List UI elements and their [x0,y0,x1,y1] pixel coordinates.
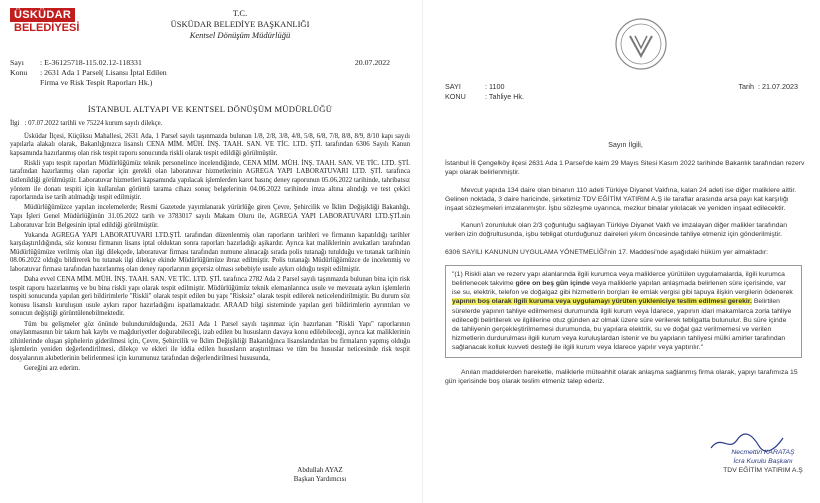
logo-line-2: BELEDİYESİ [14,22,80,34]
tuvasas-logo [613,16,669,72]
left-paragraph-3: Müdürlüğümüzce yapılan incelemelerde; Resmi Gazetede yayımlanarak yürürlüğe giren Çevre, Şehircilik ve İklim Değişikliği Bakanlığı, Yapı İşleri Genel Müdürlüğünün 31.05.2022 tarih ve 3783017 sayılı Makam Oluru ile, AGREGA YAPI LABORATUVARI LTD.ŞTİ.nin Laboratuvar İzin Belgesinin iptal edildiği görülmüştür. [10,204,410,229]
right-document [422,0,820,503]
right-paragraph-3: Kanun'i zorunluluk olan 2/3 çoğunluğu sağlayan Türkiye Diyanet Vakfı ve imzalayan diğer malikler tarafından verilen izin doğrultusunda, işbu tebligat oturduğunuz daireleri yıkım öncesinde tahliye etmeniz için gönderilmiştir. [445,222,787,239]
quote-highlight-delivery: yapının boş olarak ilgili kuruma veya uygulamayı yürüten yükleniciye teslim edilmesi gerekir. [452,298,752,306]
left-letterhead [130,8,350,41]
right-signer-title: İcra Kurulu Başkanı [733,458,793,465]
left-body [10,120,410,374]
right-konu-label: KONU [445,92,466,101]
left-paragraph-6: Tüm bu gelişmeler göz önünde bulundurulduğunda, 2631 Ada 1 Parsel sayılı taşınmaz için hazırlanan "Riskli Yapı" raporlarının onaylanmasının bir takım hak kaybı ve mağduriyetler doğurabileceği, izah edilen bu hususların davaya konu edilebileceği, ayrıca kat maliklerinin zihinlerinde oluşan şüphelerin giderilmesi için, Çevre, Şehircilik ve İklim Değişikliği Bakanlığınca lisanslandırılan bu firmaların yapmış olduğu işlemlerin yeniden değerlendirilmesi, dilekçe ve ekleri ile iddia edilen hususların araştırılması ve tüm bu hususlar neticesinde risk tespit dosyalarının akıbetlerinin belirlenmesi için kurumunuz tarafından değerlendirilmesi hususunda, [10,320,410,362]
right-date-label: Tarih [738,82,755,91]
left-paragraph-2: Riskli yapı tespit raporları Müdürlüğümüz teknik personelince incelendiğinde, CENA MİM. MÜH. İNŞ. TAAH. SAN. VE TİC. LTD. ŞTİ. tarafından hazırlanmış olan raporlar için gerekli olan laboratuvar hizmetlerinin AGREGA YAPI LABORATUVARI LTD. ŞTİ. tarafınca üstlenildiği görülmüştür. Laboratuvar hizmetleri kapsamında yapılacak işlemlerden karot basınç deney raporunun 05.06.2022 tarihinde, tahribatsız yöntem ile donatı tespiti için kullanılan görüntü tarama cihazı sonuç belgelerinin 04.06.2022 tarihinde imza altına alındığı ve test çekici raporlarında ise tarih atılmadığı tespit edilmiştir. [10,159,410,202]
right-sayi-label: SAYI [445,82,461,91]
left-signature [260,466,380,484]
logo-line-1: ÜSKÜDAR [10,8,75,22]
konu-value-line2: Firma ve Risk Tespit Raporları Hk.) [40,78,153,87]
right-body [445,140,806,386]
addressee: İSTANBUL ALTYAPI VE KENTSEL DÖNÜŞÜM MÜDÜRLÜĞÜ [87,104,333,114]
left-paragraph-7: Gereğini arz ederim. [24,365,81,373]
left-paragraph-1: Üsküdar İlçesi, Küçüksu Mahallesi, 2631 Ada, 1 Parsel sayılı taşınmazda bulunan 1/8, 2/8, 3/8, 4/8, 5/8, 6/8, 7/8, 8/8, 8/9, 8/10 kapı sayılı yapılarla alakalı olarak, Bakanlığınızca lisanslı CENA MİM. MÜH. İNŞ. TAAH. SAN. VE TİC. LTD. ŞTİ. tarafından 6306 Sayılı Kanun kapsamında hazırlanmış olan risk tespit raporu sonucunda riskli olarak tespit edildiği görülmüştür. [10,132,410,157]
left-signer-name: Abdullah AYAZ [297,466,343,474]
right-header [445,10,806,80]
letterhead-institution: ÜSKÜDAR BELEDİYE BAŞKANLIĞI [170,19,310,29]
signature-scrawl-icon [707,432,787,454]
right-paragraph-1: İstanbul İli Çengelköy ilçesi 2631 Ada 1 Parsel'de kaim 29 Mayıs Sitesi Kasım 2022 tarihinde Bakanlık tarafından rezerv yapı olarak belirlenmiştir. [445,160,805,177]
left-header [10,8,410,54]
konu-value: : 2631 Ada 1 Parsel( Lisansı İptal Edilen [40,68,167,77]
letterhead-tc: T.C. [232,8,248,18]
quote-highlight-fifteen-days: göre on beş gün içinde [515,280,590,288]
regulation-quote [445,265,802,358]
quote-part-3: veya maliklerle yapılan anlaşmada belirlenen süre içerisinde, var ise su, elektrik, telefon ve doğalgaz gibi hizmetlerin borçları ile emlak vergisi gibi tapuya ilişkin vergilerin ödenerek [452,280,793,297]
quote-part-5: Belirtilen sürelerde yapının tahliye edilmemesi durumunda ilgili kurum veya İdarece, yapının idari makamlarca zorla tahliye edileceği belirtilerek ve ilgililerine otuz günden az olmak üzere süre verilerek tebligatta bulunulur. Bu süre içinde de tahliyenin gerçekleştirilmemesi durumunda, bu yapılara elektrik, su ve doğal gaz verilmemesi ve verilen hizmetlerin durdurulması ilgili kurum veya kuruluşlardan istenir ve bu yapıların tahliyesi mülki amirler tarafından sağlanacak kolluk kuvveti desteği ile ilgili kurum veya İdarece yapılır veya yaptırılır." [452,298,792,352]
right-paragraph-2: Mevcut yapıda 134 daire olan binanın 110 adeti Türkiye Diyanet Vakfına, kalan 24 adeti ise diğer maliklere aittir. Gelinen noktada, 3 daire haricinde, şirketimiz TDV EĞİTİM YATIRIM A.Ş ile taraflar arasında arsa payı kat karşılığı inşaat sözleşmeleri imzalanmıştır. İşbu sözleşme uyarınca, mezkur binalar yıkılacak ve yeniden inşaat edilecektir. [445,186,797,213]
right-date-value: : 21.07.2023 [758,82,798,91]
konu-label: Konu [10,68,28,77]
left-date: 20.07.2022 [354,58,390,67]
left-paragraph-5: Daha evvel CENA MİM. MÜH. İNŞ. TAAH. SAN. VE TİC. LTD. ŞTİ. tarafınca 2782 Ada 2 Parsel sayılı taşınmazda bulunan bina için risk tespit raporu hazırlanmış ve bu bina riskli yapı olarak tespit edilmiştir. Müdürlüğümüz teknik elemanlarınca usule ve mevzuata aykırı işlemlerin tespiti sonucunda yapılan geri bildirimlerle "Riskli" olarak tespit edilen bu yapı "Risksiz" olarak tespit edilerek neticelendirilmiştir. Bu durum söz konusu lisanslı kuruluşun usule aykırı rapor hazırladığını ispatlamaktadır. ARAAD bilgi sisteminde yapılan geri bildirimlerin ayrıntıları ve sonucun değiştiği görüntülenebilmektedir. [10,276,410,318]
left-signer-title: Başkan Yardımcısı [293,475,347,483]
letterhead-department: Kentsel Dönüşüm Müdürlüğü [189,30,291,40]
right-konu-value: : Tahliye Hk. [485,92,525,101]
greeting: Sayın İlgili, [608,140,643,149]
right-sayi-value: : 1100 [485,82,505,91]
quote-part-1: "(1) Riskli alan ve rezerv yapı alanlarında ilgili kurumca veya maliklerce yürütülen uygulamalarda, ilgili kurumca belirlenecek takvime [452,270,785,288]
right-meta [445,82,806,108]
left-paragraph-4: Yukarıda AGREGA YAPI LABORATUVARI LTD.ŞTİ. tarafından düzenlenmiş olan raporların tarihleri ve firmanın kapatıldığı tarihler karşılaştırıldığında, söz konusu firmanın lisans iptal olduktan sonra raporları hazırladığı aşikardır. Ayrıca kat maliklerinin avukatları tarafından Müdürlüğümüze verilmiş olan ilgi dilekçede, laboratuvar firması tarafından numune alınacağı sırada polis tutanağı tutulduğu ve tutanak tarihinin 08.06.2022 olduğu bildirerek bu tutanak ilgi dilekçe ekinde Müdürlüğümüze ibraz edilmiştir. Polis tutanağı Müdürlüğümüzce de incelenmiş ve laboratuvar firması tarafından hazırlanmış olan deney raporlarının geçersiz olması sebebiyle usule aykırı olduğu tespit edilmiştir. [10,231,410,273]
right-signer-name: Necmettin KARATAŞ [731,449,795,456]
ilgi-label: İlgi [10,120,20,127]
right-signature [713,448,813,475]
sayi-label: Sayı [10,58,24,67]
right-signer-company: TDV EĞİTİM YATIRIM A.Ş [723,467,803,474]
ilgi-value: : 07.07.2022 tarihli ve 75224 kurum sayılı dilekçe. [24,120,163,127]
right-paragraph-4: 6306 SAYILI KANUNUN UYGULAMA YÖNETMELİĞİ'nin 17. Maddesi'nde aşağıdaki hüküm yer almaktadır: [445,248,769,256]
uskudar-logo [10,8,83,34]
right-paragraph-5: Anılan maddelerden hareketle, maliklerle müteahhit olarak anlaşma sağlanmış firma olarak, yapıyı tarafımıza 15 gün içerisinde boş olarak teslim etmeniz talep ederiz. [445,368,798,385]
sayi-value: : E-36125718-115.02.12-118331 [40,58,142,67]
left-meta [10,58,410,94]
